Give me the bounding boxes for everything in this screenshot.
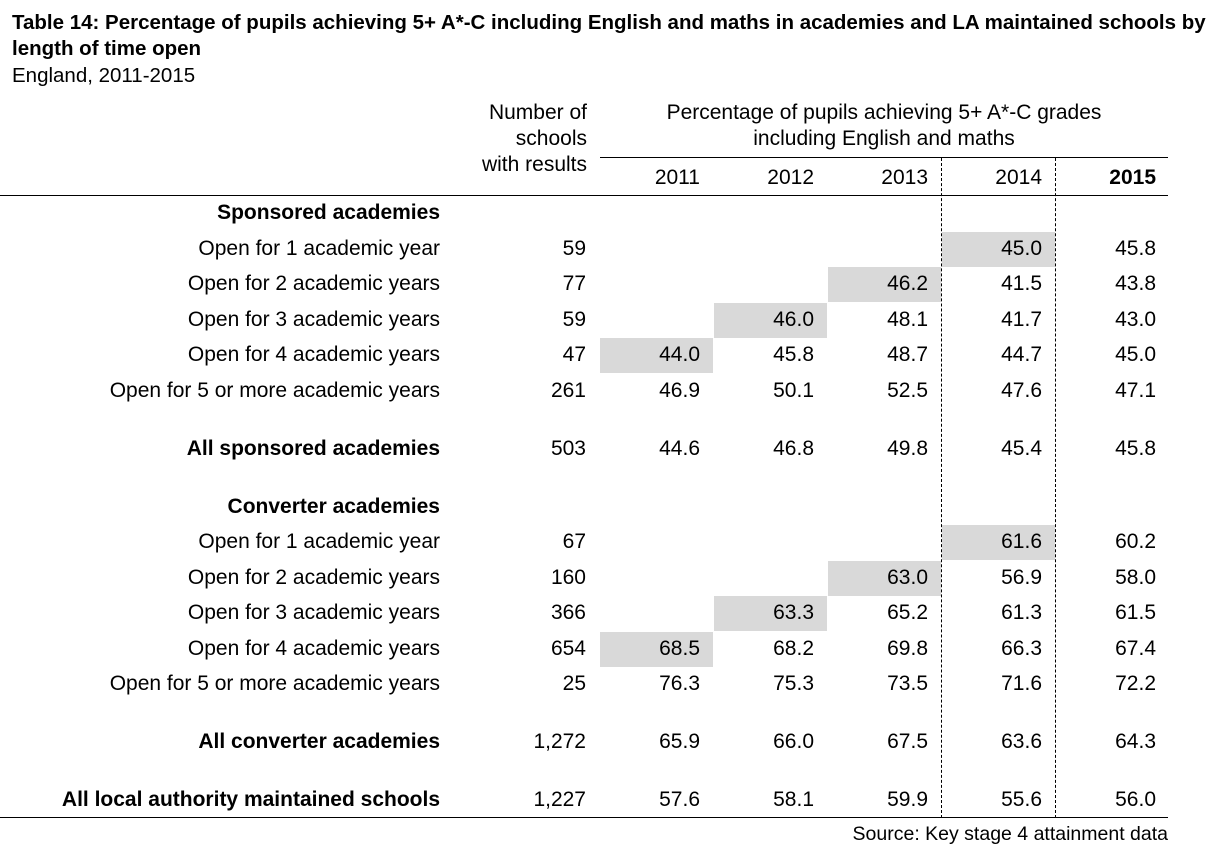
schools-header-line: schools [515,127,587,150]
row-label: Open for 4 academic years [187,637,440,660]
percentage-value: 56.9 [1001,566,1042,589]
percentage-value: 76.3 [659,672,700,695]
percentage-value: 73.5 [887,672,928,695]
table-subtitle: England, 2011-2015 [12,64,196,87]
table-bottom-rule [0,817,1168,818]
percentage-value: 57.6 [659,788,700,811]
percentage-value: 66.3 [1001,637,1042,660]
section-heading: Sponsored academies [217,201,440,224]
schools-count: 1,272 [533,730,586,753]
total-row-label: All local authority maintained schools [61,788,440,811]
total-row-label: All converter academies [198,730,440,753]
row-label: Open for 1 academic year [198,237,440,260]
percentage-value: 60.2 [1115,530,1156,553]
year-header-2013: 2013 [881,166,928,189]
percentage-value: 61.5 [1115,601,1156,624]
group-header-rule [600,157,1168,158]
percentage-value: 72.2 [1115,672,1156,695]
percentage-value: 46.2 [887,272,928,295]
header-bottom-rule [0,195,1168,196]
schools-count: 59 [562,237,586,260]
percentage-value: 58.0 [1115,566,1156,589]
percentage-value: 71.6 [1001,672,1042,695]
percentage-header-line: Percentage of pupils achieving 5+ A*-C grades [666,101,1102,124]
percentage-value: 45.8 [1115,437,1156,460]
percentage-value: 65.2 [887,601,928,624]
percentage-value: 68.5 [659,637,700,660]
schools-count: 77 [562,272,586,295]
percentage-value: 61.6 [1001,530,1042,553]
percentage-value: 45.8 [1115,237,1156,260]
schools-count: 47 [562,343,586,366]
percentage-value: 63.3 [773,601,814,624]
percentage-value: 64.3 [1115,730,1156,753]
percentage-value: 43.8 [1115,272,1156,295]
percentage-value: 45.0 [1001,237,1042,260]
percentage-value: 67.5 [887,730,928,753]
percentage-value: 45.4 [1001,437,1042,460]
percentage-value: 58.1 [773,788,814,811]
source-note: Source: Key stage 4 attainment data [852,823,1168,845]
year-header-2014: 2014 [995,166,1042,189]
row-label: Open for 3 academic years [187,308,440,331]
schools-header-line: Number of [488,101,587,124]
percentage-value: 48.1 [887,308,928,331]
percentage-value: 55.6 [1001,788,1042,811]
section-heading: Converter academies [227,495,440,518]
table-title: Table 14: Percentage of pupils achieving 5+ A*-C including English and maths in academies and LA maintained schools by length of time open [12,11,1206,60]
percentage-value: 44.6 [659,437,700,460]
row-label: Open for 5 or more academic years [109,672,440,695]
percentage-value: 52.5 [887,379,928,402]
percentage-value: 45.0 [1115,343,1156,366]
percentage-value: 61.3 [1001,601,1042,624]
schools-count: 366 [550,601,586,624]
schools-count: 261 [550,379,586,402]
percentage-value: 44.7 [1001,343,1042,366]
percentage-value: 66.0 [773,730,814,753]
percentage-value: 44.0 [659,343,700,366]
schools-count: 503 [550,437,586,460]
percentage-header-line: including English and maths [753,127,1015,150]
percentage-value: 46.0 [773,308,814,331]
row-label: Open for 2 academic years [187,566,440,589]
schools-column-header [468,100,593,178]
year-header-2011: 2011 [654,166,700,189]
schools-header-line: with results [481,153,587,176]
year-header-2012: 2012 [767,166,814,189]
percentage-value: 50.1 [773,379,814,402]
percentage-value: 46.9 [659,379,700,402]
percentage-value: 47.6 [1001,379,1042,402]
percentage-value: 56.0 [1115,788,1156,811]
percentage-value: 47.1 [1115,379,1156,402]
percentage-value: 63.6 [1001,730,1042,753]
schools-count: 1,227 [533,788,586,811]
percentage-value: 67.4 [1115,637,1156,660]
row-label: Open for 3 academic years [187,601,440,624]
percentage-value: 45.8 [773,343,814,366]
schools-count: 160 [550,566,586,589]
year-header-2015: 2015 [1109,166,1156,189]
percentage-value: 65.9 [659,730,700,753]
schools-count: 654 [550,637,586,660]
row-label: Open for 5 or more academic years [109,379,440,402]
schools-count: 67 [562,530,586,553]
percentage-value: 41.5 [1001,272,1042,295]
schools-count: 59 [562,308,586,331]
percentage-value: 43.0 [1115,308,1156,331]
percentage-value: 49.8 [887,437,928,460]
percentage-value: 75.3 [773,672,814,695]
percentage-value: 41.7 [1001,308,1042,331]
row-label: Open for 2 academic years [187,272,440,295]
percentage-value: 59.9 [887,788,928,811]
percentage-value: 69.8 [887,637,928,660]
total-row-label: All sponsored academies [186,437,440,460]
percentage-value: 68.2 [773,637,814,660]
row-label: Open for 4 academic years [187,343,440,366]
row-label: Open for 1 academic year [198,530,440,553]
schools-count: 25 [562,672,586,695]
percentage-group-header [600,100,1168,152]
percentage-value: 48.7 [887,343,928,366]
percentage-value: 46.8 [773,437,814,460]
percentage-value: 63.0 [887,566,928,589]
